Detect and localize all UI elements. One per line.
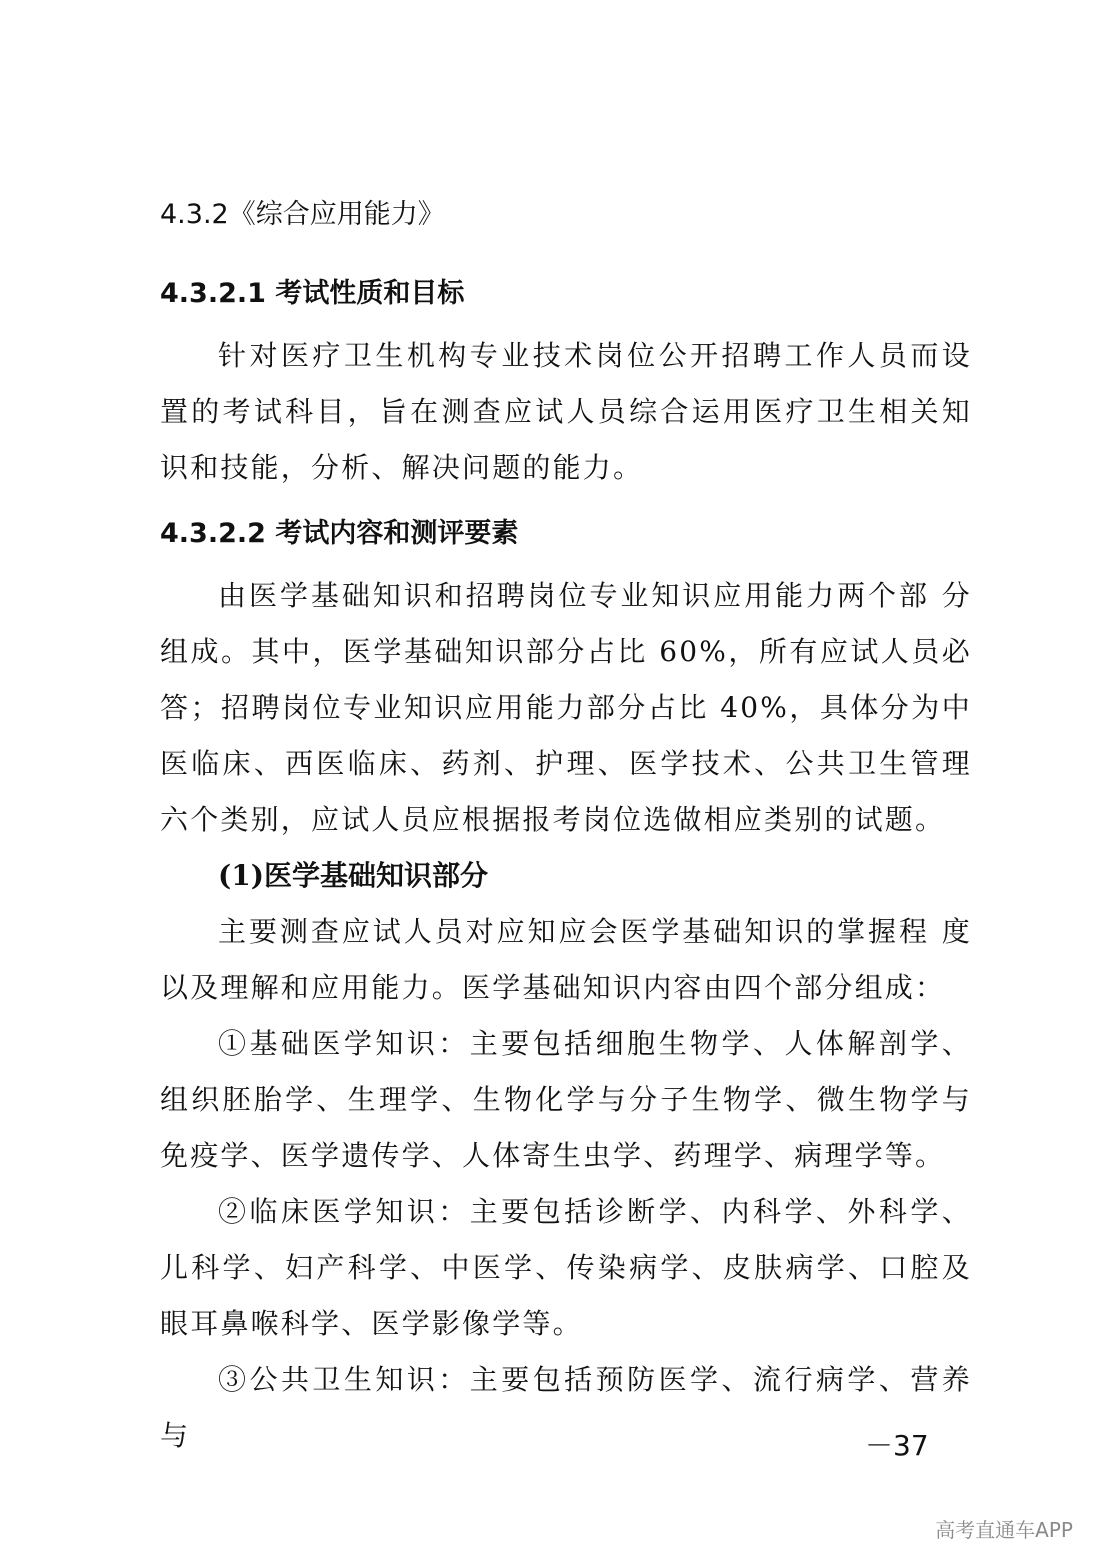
paragraph-medical-basics-intro: 主要测查应试人员对应知应会医学基础知识的掌握程 度以及理解和应用能力。医学基础知识内容由四个部分组成： bbox=[160, 915, 972, 1004]
spacer bbox=[160, 496, 972, 506]
section-heading-nature-goals: 4.3.2.1 考试性质和目标 bbox=[160, 278, 465, 309]
section-heading-content-elements: 4.3.2.2 考试内容和测评要素 bbox=[160, 518, 519, 549]
part-heading-medical-basics: (1)医学基础知识部分 bbox=[218, 859, 488, 892]
page-number: －37 bbox=[865, 1429, 929, 1462]
paragraph-content-elements: 由医学基础知识和招聘岗位专业知识应用能力两个部 分组成。其中，医学基础知识部分占比 60%，所有应试人员必答；招聘岗位专业知识应用能力部分占比 40%，具体分为中医临床、西医临床、药剂、护理、医学技术、公共卫生管理六个类别，应试人员应根据报考岗位选做相应类别的试题。 bbox=[160, 579, 972, 836]
watermark: 高考直通车APP bbox=[935, 1518, 1073, 1542]
page-content bbox=[160, 188, 972, 1464]
list-item-public-health: ③公共卫生知识：主要包括预防医学、流行病学、营养与 bbox=[160, 1363, 972, 1452]
list-item-clinical-medicine: ②临床医学知识：主要包括诊断学、内科学、外科学、儿科学、妇产科学、中医学、传染病学、皮肤病学、口腔及眼耳鼻喉科学、医学影像学等。 bbox=[160, 1195, 972, 1340]
subsection-heading: 4.3.2《综合应用能力》 bbox=[160, 199, 445, 230]
paragraph-nature-goals: 针对医疗卫生机构专业技术岗位公开招聘工作人员而设置的考试科目，旨在测查应试人员综合运用医疗卫生相关知识和技能，分析、解决问题的能力。 bbox=[160, 339, 972, 484]
list-item-basic-medicine: ①基础医学知识：主要包括细胞生物学、人体解剖学、组织胚胎学、生理学、生物化学与分子生物学、微生物学与免疫学、医学遗传学、人体寄生虫学、药理学、病理学等。 bbox=[160, 1027, 972, 1172]
